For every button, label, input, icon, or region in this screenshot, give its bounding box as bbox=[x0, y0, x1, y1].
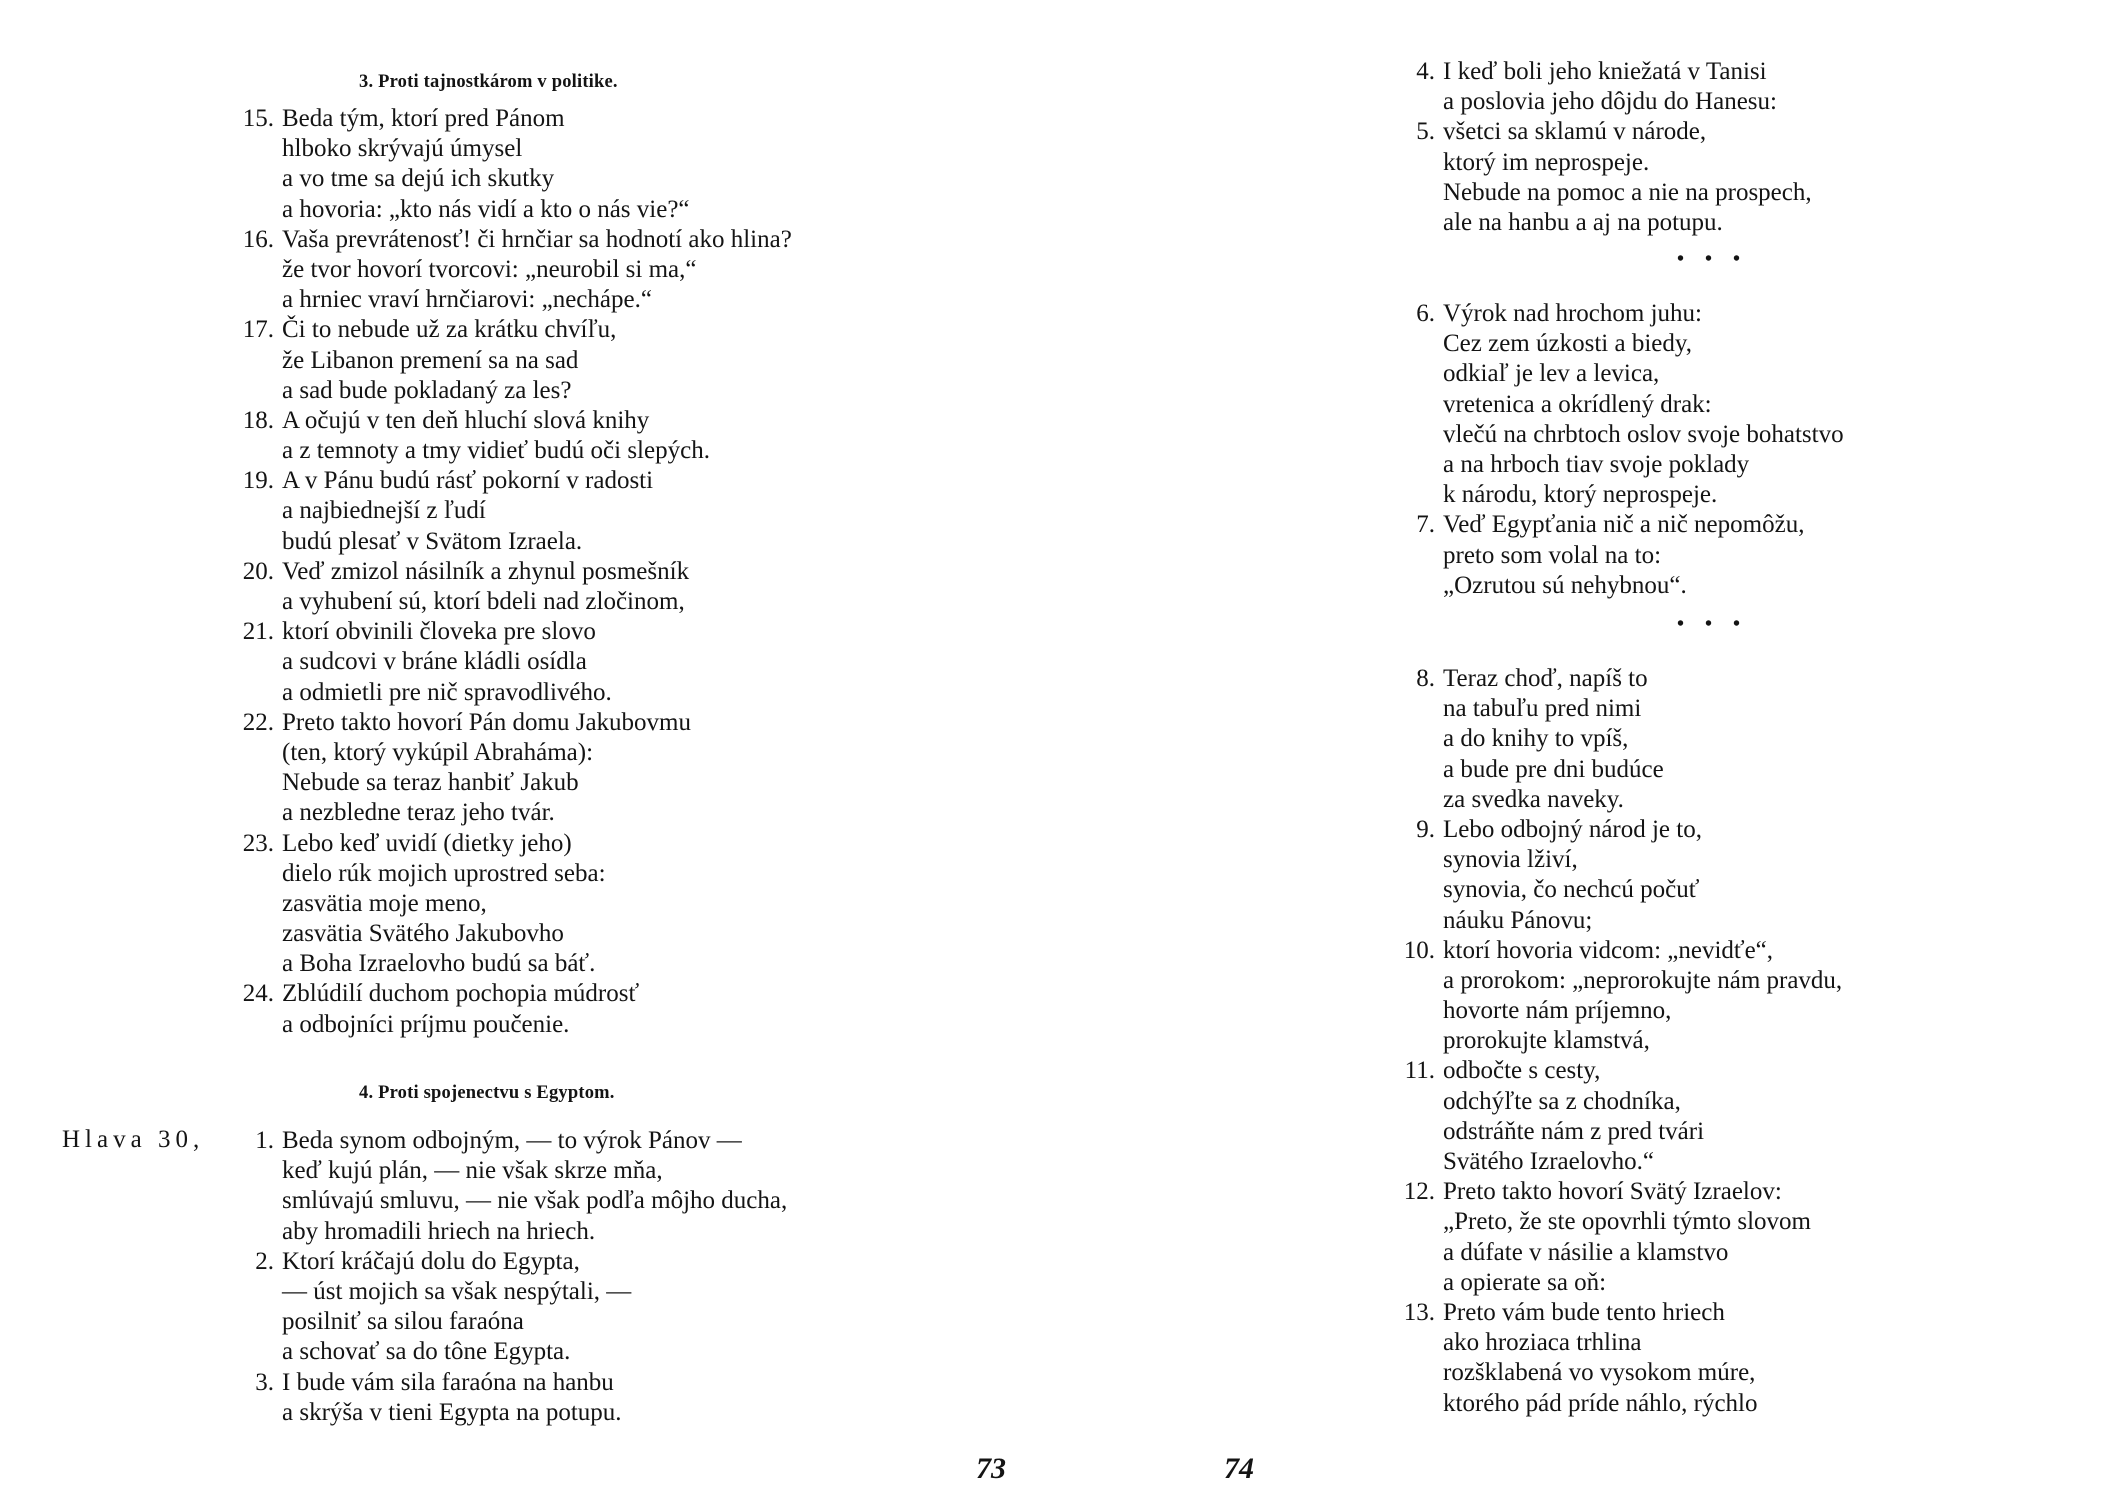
verse-text: I bude vám sila faraóna na hanbu bbox=[282, 1368, 614, 1396]
verse-line bbox=[242, 557, 792, 587]
page-number-left: 73 bbox=[976, 1452, 1006, 1485]
verse-text: a vyhubení sú, ktorí bdeli nad zločinom, bbox=[282, 588, 685, 615]
verse-number: 6. bbox=[1416, 300, 1435, 327]
verse-text: náuku Pánovu; bbox=[1443, 906, 1593, 934]
verse-text: a bude pre dni budúce bbox=[1443, 755, 1664, 783]
page-number-right: 74 bbox=[1224, 1452, 1254, 1485]
verse-number: 18. bbox=[242, 406, 274, 434]
verse-line bbox=[282, 1156, 787, 1186]
verse-line bbox=[242, 225, 792, 255]
verse-line bbox=[1443, 208, 1812, 238]
verse-line bbox=[1443, 148, 1812, 178]
verse-line bbox=[1443, 1358, 1842, 1388]
verse-line bbox=[1443, 875, 1842, 905]
verse-line bbox=[282, 195, 792, 225]
verse-line bbox=[1443, 1268, 1842, 1298]
verse-number: 10. bbox=[1403, 936, 1435, 964]
verse-line bbox=[1443, 450, 1844, 480]
verse-text: Či to nebude už za krátku chvíľu, bbox=[282, 316, 617, 344]
verse-line bbox=[282, 738, 792, 768]
verse-line bbox=[282, 678, 792, 708]
verse-line bbox=[1443, 785, 1842, 815]
verse-text: Preto takto hovorí Svätý Izraelov: bbox=[1443, 1178, 1782, 1206]
verse-line bbox=[1443, 87, 1812, 117]
verse-text: (ten, ktorý vykúpil Abraháma): bbox=[282, 738, 594, 766]
verse-line bbox=[1443, 390, 1844, 420]
verse-text: Veď Egypťania nič a nič nepomôžu, bbox=[1443, 511, 1805, 539]
verse-text: odchýľte sa z chodníka, bbox=[1443, 1087, 1681, 1115]
verse-line bbox=[1443, 724, 1842, 754]
verse-line bbox=[255, 1247, 787, 1277]
verse-line bbox=[282, 1217, 787, 1247]
verse-text: ktorého pád príde náhlo, rýchlo bbox=[1443, 1389, 1758, 1417]
verse-number: 4. bbox=[1416, 58, 1435, 85]
verse-line bbox=[1443, 1087, 1842, 1117]
verse-number: 22. bbox=[242, 708, 274, 736]
verse-number: 16. bbox=[242, 225, 274, 253]
verse-text: že Libanon premení sa na sad bbox=[282, 346, 579, 374]
verse-text: a odmietli pre nič spravodlivého. bbox=[282, 678, 612, 706]
verse-line bbox=[282, 647, 792, 677]
verse-text: a hovoria: „kto nás vidí a kto o nás vie?“ bbox=[282, 195, 690, 223]
verses-block-3 bbox=[1403, 664, 1843, 1419]
verse-line bbox=[282, 134, 792, 164]
verse-number: 21. bbox=[242, 618, 274, 646]
verse-line bbox=[282, 255, 792, 285]
verse-text: Cez zem úzkosti a biedy, bbox=[1443, 330, 1692, 358]
verse-text: Ktorí kráčajú dolu do Egypta, bbox=[282, 1247, 580, 1275]
verse-text: odkiaľ je lev a levica, bbox=[1443, 360, 1660, 388]
verse-text: a poslovia jeho dôjdu do Hanesu: bbox=[1443, 88, 1777, 116]
verse-line bbox=[1443, 1147, 1842, 1177]
verse-line bbox=[1443, 329, 1844, 359]
verse-number: 15. bbox=[242, 105, 274, 132]
verse-text: a odbojníci príjmu poučenie. bbox=[282, 1010, 570, 1038]
verse-line bbox=[1443, 359, 1844, 389]
verse-line bbox=[1443, 480, 1844, 510]
verse-line bbox=[242, 315, 792, 345]
verse-text: synovia lživí, bbox=[1443, 846, 1578, 874]
verse-text: a vo tme sa dejú ich skutky bbox=[282, 165, 555, 193]
verse-text: a Boha Izraelovho budú sa báť. bbox=[282, 950, 596, 978]
separator-dots-1: • • • bbox=[1677, 248, 1749, 270]
verse-text: vlečú na chrbtoch oslov svoje bohatstvo bbox=[1443, 420, 1844, 448]
verse-line bbox=[255, 1368, 787, 1398]
verse-line bbox=[282, 1337, 787, 1367]
verse-number: 9. bbox=[1416, 815, 1435, 843]
verse-number: 17. bbox=[242, 316, 274, 344]
verse-text: a schovať sa do tône Egypta. bbox=[282, 1338, 571, 1366]
verse-text: vretenica a okrídlený drak: bbox=[1443, 390, 1712, 418]
verse-text: Výrok nad hrochom juhu: bbox=[1443, 300, 1702, 327]
verse-line bbox=[1416, 510, 1844, 540]
verse-line bbox=[282, 436, 792, 466]
verse-line bbox=[282, 587, 792, 617]
section-4-heading: 4. Proti spojenectvu s Egyptom. bbox=[359, 1083, 615, 1103]
verse-line bbox=[1416, 664, 1842, 694]
verse-text: ktorý im neprospeje. bbox=[1443, 148, 1650, 176]
verse-line bbox=[282, 1010, 792, 1040]
verse-line bbox=[1443, 1207, 1842, 1237]
verse-number: 20. bbox=[242, 557, 274, 585]
verse-text: smlúvajú smluvu, — nie však podľa môjho ducha, bbox=[282, 1187, 788, 1215]
section-4-verses bbox=[255, 1126, 788, 1428]
verse-number: 19. bbox=[242, 467, 274, 495]
section-3-heading: 3. Proti tajnostkárom v politike. bbox=[359, 72, 618, 92]
verse-line bbox=[282, 1277, 787, 1307]
verse-line bbox=[1443, 420, 1844, 450]
verse-text: ktorí obvinili človeka pre slovo bbox=[282, 618, 596, 646]
verse-line bbox=[1443, 755, 1842, 785]
verse-text: Nebude sa teraz hanbiť Jakub bbox=[282, 769, 579, 797]
verse-number: 2. bbox=[255, 1247, 274, 1275]
verse-line bbox=[282, 949, 792, 979]
verse-line bbox=[282, 1398, 787, 1428]
verse-number: 8. bbox=[1416, 665, 1435, 692]
verse-line bbox=[1416, 815, 1842, 845]
verse-text: „Preto, že ste opovrhli týmto slovom bbox=[1443, 1208, 1812, 1236]
verse-text: hlboko skrývajú úmysel bbox=[282, 135, 523, 163]
verse-text: a skrýša v tieni Egypta na potupu. bbox=[282, 1398, 622, 1426]
verse-line bbox=[1404, 1056, 1842, 1086]
verse-text: Zblúdilí duchom pochopia múdrosť bbox=[282, 980, 640, 1008]
verse-text: Lebo odbojný národ je to, bbox=[1443, 815, 1702, 843]
verse-line bbox=[1443, 1238, 1842, 1268]
verse-text: aby hromadili hriech na hriech. bbox=[282, 1217, 596, 1245]
verse-text: odstráňte nám z pred tvári bbox=[1443, 1117, 1705, 1145]
verse-line bbox=[1443, 906, 1842, 936]
verse-line bbox=[242, 617, 792, 647]
verse-line bbox=[1443, 178, 1812, 208]
verse-line bbox=[282, 164, 792, 194]
verse-text: ktorí hovoria vidcom: „nevidťe“, bbox=[1443, 936, 1774, 964]
verse-text: a prorokom: „neprorokujte nám pravdu, bbox=[1443, 966, 1843, 994]
verse-line bbox=[1443, 996, 1842, 1026]
verse-number: 11. bbox=[1404, 1057, 1435, 1085]
verse-line bbox=[1443, 571, 1844, 601]
verse-text: hovorte nám príjemno, bbox=[1443, 997, 1672, 1025]
verse-text: Veď zmizol násilník a zhynul posmešník bbox=[282, 557, 690, 585]
separator-dots-2: • • • bbox=[1677, 613, 1749, 635]
verse-text: a dúfate v násilie a klamstvo bbox=[1443, 1238, 1729, 1266]
verse-text: a opierate sa oň: bbox=[1443, 1268, 1607, 1296]
verse-line bbox=[282, 859, 792, 889]
verse-line bbox=[1443, 845, 1842, 875]
verse-line bbox=[1443, 1389, 1842, 1419]
verse-text: Preto vám bude tento hriech bbox=[1443, 1298, 1725, 1326]
verse-text: a sudcovi v bráne kládli osídla bbox=[282, 648, 587, 676]
verse-line bbox=[282, 527, 792, 557]
verse-text: keď kujú plán, — nie však skrze mňa, bbox=[282, 1157, 663, 1185]
verse-text: Svätého Izraelovho.“ bbox=[1443, 1148, 1655, 1175]
verse-line bbox=[1443, 1117, 1842, 1147]
verse-text: budú plesať v Svätom Izraela. bbox=[282, 527, 583, 555]
verse-number: 7. bbox=[1416, 511, 1435, 539]
verse-line bbox=[282, 376, 792, 406]
verse-number: 23. bbox=[242, 829, 274, 857]
verse-line bbox=[242, 466, 792, 496]
verse-text: že tvor hovorí tvorcovi: „neurobil si ma,“ bbox=[282, 255, 697, 283]
verse-line bbox=[282, 1307, 787, 1337]
verse-line bbox=[1403, 1298, 1842, 1328]
verse-line bbox=[1416, 57, 1812, 87]
verse-text: a sad bude pokladaný za les? bbox=[282, 376, 572, 404]
verse-text: Lebo keď uvidí (dietky jeho) bbox=[282, 829, 572, 857]
verse-line bbox=[1403, 936, 1842, 966]
verse-line bbox=[255, 1126, 787, 1156]
verse-line bbox=[282, 768, 792, 798]
verse-text: posilniť sa silou faraóna bbox=[282, 1308, 524, 1336]
verse-text: „Ozrutou sú nehybnou“. bbox=[1443, 571, 1687, 599]
verse-text: — úst mojich sa však nespýtali, — bbox=[282, 1277, 632, 1305]
verses-block-2 bbox=[1416, 299, 1844, 601]
verse-text: zasvätia Svätého Jakubovho bbox=[282, 920, 564, 948]
verse-line bbox=[1443, 966, 1842, 996]
verse-line bbox=[1443, 1328, 1842, 1358]
verse-line bbox=[242, 708, 792, 738]
verse-text: synovia, čo nechcú počuť bbox=[1443, 876, 1700, 904]
verses-block-1 bbox=[1416, 57, 1812, 238]
verse-text: a z temnoty a tmy vidieť budú oči slepých. bbox=[282, 437, 710, 465]
verse-text: a do knihy to vpíš, bbox=[1443, 725, 1629, 753]
verse-text: Beda tým, ktorí pred Pánom bbox=[282, 105, 565, 132]
verse-line bbox=[282, 889, 792, 919]
verse-line bbox=[282, 346, 792, 376]
verse-line bbox=[282, 1186, 787, 1216]
verse-text: Preto takto hovorí Pán domu Jakubovmu bbox=[282, 708, 691, 736]
verse-text: Nebude na pomoc a nie na prospech, bbox=[1443, 178, 1812, 206]
right-page bbox=[1062, 0, 2124, 1500]
verse-line bbox=[1403, 1177, 1842, 1207]
verse-line bbox=[242, 979, 792, 1009]
verse-line bbox=[1416, 299, 1844, 329]
verse-line bbox=[1416, 117, 1812, 147]
verse-line bbox=[282, 496, 792, 526]
verse-text: I keď boli jeho kniežatá v Tanisi bbox=[1443, 58, 1767, 85]
verse-line bbox=[1443, 694, 1842, 724]
verse-text: a nezbledne teraz jeho tvár. bbox=[282, 799, 555, 827]
verse-text: Teraz choď, napíš to bbox=[1443, 665, 1648, 692]
verse-text: za svedka naveky. bbox=[1443, 785, 1624, 813]
verse-text: odbočte s cesty, bbox=[1443, 1057, 1601, 1085]
section-3-verses bbox=[242, 104, 792, 1040]
verse-text: k národu, ktorý neprospeje. bbox=[1443, 481, 1718, 509]
verse-line bbox=[242, 104, 792, 134]
verse-text: a najbiednejší z ľudí bbox=[282, 497, 486, 525]
verse-number: 12. bbox=[1403, 1178, 1435, 1206]
verse-text: ale na hanbu a aj na potupu. bbox=[1443, 208, 1723, 236]
verse-number: 1. bbox=[255, 1127, 274, 1154]
verse-text: všetci sa sklamú v národe, bbox=[1443, 118, 1707, 146]
verse-text: prorokujte klamstvá, bbox=[1443, 1027, 1650, 1055]
verse-line bbox=[1443, 1026, 1842, 1056]
verse-line bbox=[282, 285, 792, 315]
verse-text: A očujú v ten deň hluchí slová knihy bbox=[282, 406, 650, 434]
verse-text: ako hroziaca trhlina bbox=[1443, 1329, 1642, 1357]
verse-number: 3. bbox=[255, 1368, 274, 1396]
verse-text: rozšklabená vo vysokom múre, bbox=[1443, 1359, 1756, 1387]
verse-text: zasvätia moje meno, bbox=[282, 889, 487, 917]
verse-text: na tabuľu pred nimi bbox=[1443, 695, 1642, 723]
verse-line bbox=[1443, 541, 1844, 571]
verse-number: 5. bbox=[1416, 118, 1435, 146]
verse-number: 24. bbox=[242, 980, 274, 1008]
verse-text: A v Pánu budú rásť pokorní v radosti bbox=[282, 467, 654, 495]
verse-line bbox=[282, 798, 792, 828]
verse-text: Beda synom odbojným, — to výrok Pánov — bbox=[282, 1127, 742, 1154]
chapter-label: Hlava 30, bbox=[62, 1126, 205, 1153]
verse-text: Vaša prevrátenosť! či hrnčiar sa hodnotí ako hlina? bbox=[282, 225, 792, 253]
verse-text: a na hrboch tiav svoje poklady bbox=[1443, 450, 1750, 478]
verse-text: preto som volal na to: bbox=[1443, 541, 1662, 569]
verse-text: dielo rúk mojich uprostred seba: bbox=[282, 859, 606, 887]
verse-line bbox=[282, 919, 792, 949]
verse-line bbox=[242, 829, 792, 859]
verse-text: a hrniec vraví hrnčiarovi: „nechápe.“ bbox=[282, 286, 652, 314]
verse-line bbox=[242, 406, 792, 436]
verse-number: 13. bbox=[1403, 1298, 1435, 1326]
